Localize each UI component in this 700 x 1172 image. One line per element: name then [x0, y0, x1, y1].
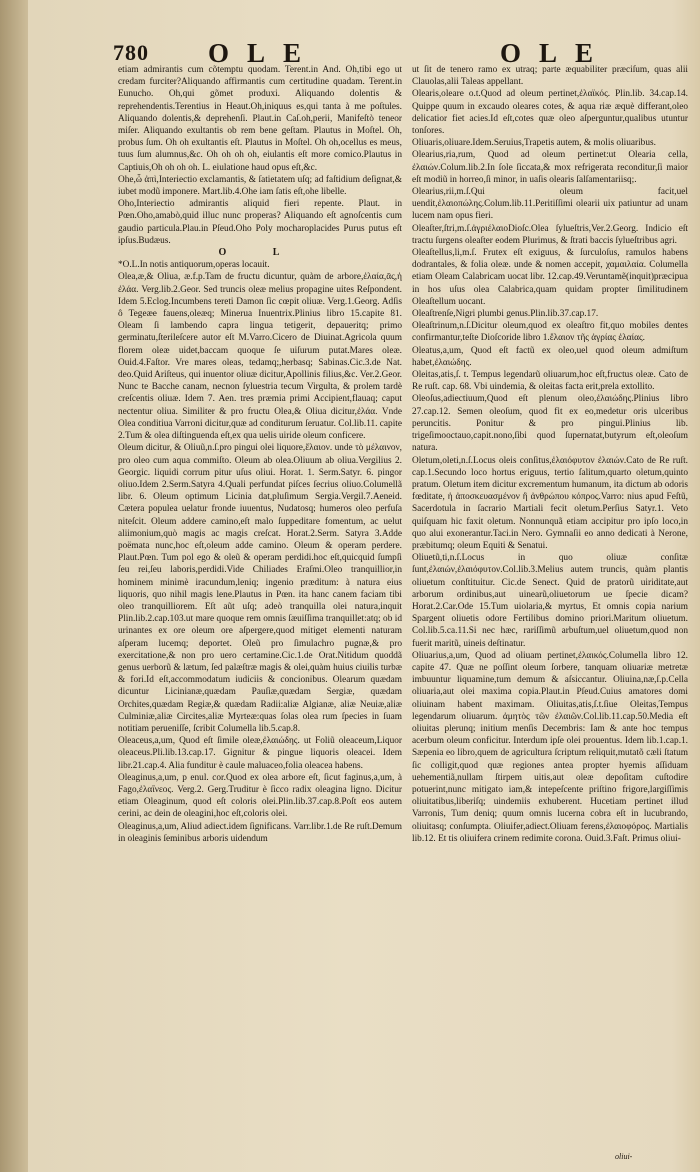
paragraph: Oleum dicitur, & Oliuũ,n.ſ.pro pingui olei liquore,ἔλαιον. unde τὸ μέλαινον, pro oleo cum aqua commiſto. Oleum ab olea.Oliuum ab oliua.Vergilius 2. Georgic. liquidi corrum pitur uſus oliui. Horat. 1. Serm.Satyr. 6. pingor oliuo.Idem 2.Serm.Satyra 4.Quali perfundat piſces ſecrius oliuo.Columellã libr. 6. Oleum optimum Licinia dat,pluſimum Sergia.Vergil.7.Aeneid. Cætera populea uelatur fronde iuuentus, Nudatosq; humeros oleo perfuſa niteſcit. Oleum addere camino,eſt malo ſuppeditare fomentum, ac uelut aliimonium,quò magis ac magis creſcat. Horat.2.Serm. Satyra 3.Adde poëmata nunc,hoc eſt,oleum adde camino. Oleum & operam perdere. Plaut.Pœn. Tum pol ego & oleũ & operam perdidi.hoc eſt,quicquid ſumpſi ſeu rei,ſeu laboris,perdidi.Vide Chiliades Eraſmi.Oleo tranquillior,in hominem minimè iracundum,leniq; ingenio præditum: à natura eius liquoris, quo nihil magis lene.Plautus in Pœn. ita hanc canem faciam tibi oleo tranquilliorem. Eſt aũt uſq; adeò tranquilla olei natura,inquit Plin.lib.2.cap.103.ut mare quoque rem omnis ſæuiſſima tranquillet:atq; ob id urinantes ex ore oleum ore aſpergere,quod mitiget elementi naturam aſperam lucemq; deportet. Oleũ pro ſimulachro pugnæ,& pro exercitatione,& non pro uero certamine.Cic.1.de Orat.Nitidum quoddã genus uerborũ & lætum, ſed palæſtræ magis & olei,quàm huius ciuilis turbæ & fori.Id eſt,accommodatum iudiciis & concionibus. Olearum quædam dicuntur Licinianæ,quædam Pauſiæ,quædam Sergiæ, quædam Orchites,quædam Regiæ,& quædam Radii:aliæ Algianæ, aliæ Neuiæ,aliæ Culminiæ,aliæ Circites,aliæ Myrteæ:quas ſolas olea rum ſpecies in ſuam notitiam perueniſſe, ſcribit Columella lib.5.cap.8. — [118, 443, 402, 734]
paragraph: Oletum,oleti,n.ſ.Locus oleis conſitus,ἐλαιόφυτον ἐλαιών.Cato de Re ruſt. cap.1.Secundo loco hortus eriguus, tertio ſalitum,quarto oletum,quinto pratum. Oletum item dicitur excrementum humanum, ita dictum ab odoris fœditate, ἡ ἀποσκευασμένον ἢ ἀνθρώπου κόπρος.Varro: nius apud Feſtũ, Sacerdotula in ſacrario Martiali fecit oletum.Perſius Satyr.1. Veto quiſquam hic faxit oletum. Nonnunquã etiam accipitur pro ipſo loco,in quo alui exonerantur.Taci.in Nero. Gymnaſii eo anno dedicati à Nerone, præbitumq; oleum Equiti & Senatui. — [412, 455, 688, 551]
running-head-right: OLE — [500, 38, 612, 68]
right-column — [412, 64, 688, 845]
page-gutter — [0, 0, 28, 1172]
paragraph: Olea,æ,& Oliua, æ.f.p.Tam de fructu dicuntur, quàm de arbore,ἐλαία,ᾱς,ἡ ἐλάα. Verg.lib.2.Geor. Sed truncis oleæ melius propagine uites Reſpondent. Idem 5.Eclog.Incumbens tereti Damon ſic cœpit oliuæ. Verg.1.Georg. Adſis ô Tegeæe fauens,oleæq; Minerua Inuentrix.Plinius libro 15.capite 81. Oleam ſi lambendo capra lingua tetigerit, depaueritq; primo germinatu,ſterileſcere autor eſt M.Varro.Cicero de Diuinat.Agricola quum florem oleæ uidet,baccam quoque ſe uiſurum putat.Mares oleæ. Ouid.4.Faſtor. Vre mares oleas, tedamq;,herbasq; Sabinas.Cic.3.de Nat. deo.Quid Ariſteus, qui inuentor oliuæ dicitur,Apollinis filius,&c. Ver.2.Geor. Nunc te Bacche canam, necnon ſyluestria tecum Virgulta, & prolem tardè creſcentis oliuæ. Idem 7. Aen. tres præmia primi Accipient,flauaq; caput nectentur oliua. Similiter & pro fructu Olea,& Oliua dicitur,ἐλάα. Vnde Olea conditiua Varroni dicitur,quæ ad conditurum ſeruatur. Col.lib.11. capite 2.Tum & olea diſtinguenda eſt,ex qua uelis uiride oleum conficere. — [118, 272, 402, 442]
paragraph: Oleaſtrenſe,Nigri plumbi genus.Plin.lib.37.cap.17. — [412, 309, 599, 320]
paragraph: Oleatus,a,um, Quod eſt factũ ex oleo,uel quod oleum admiſtum habet,ἐλαιώδης. — [412, 345, 688, 368]
paragraph: Olearius,rii,m.ſ.Qui oleum facit,uel uendit,ἐλαιοπώλης.Colum.lib.11.Peritiſſimi olearii uix patiuntur ad unam lucem nam opus fieri. — [412, 187, 688, 222]
paragraph: ut ſit de tenero ramo ex utraq; parte æquabiliter præciſum, quas alii Clauolas,alii Taleas appellant. — [412, 65, 688, 88]
paragraph: Oliuetũ,ti,n.ſ.Locus in quo oliuæ conſitæ ſunt,ἐλαιών,ἐλαιόφυτον.Col.lib.3.Melius autem truncis, quàm plantis oliuetum conſtituitur. Cic.de Senect. Quid de pratorũ uiriditate,aut arborum ordinibus,aut uinearũ,oliuetorum ue ſpecie dicam? Horat.2.Car.Ode 15.Tum uiolaria,& myrtus, Et omnis copia narium Spargent oliuetis odore Fertilibus domino priori.Maritum oliuetum. Col.lib.5.ca.11.Si nec hæc, rariſſimũ arbuſtum,uel oliuetum,quod non fuerit maritũ, uineis deſtinatur. — [412, 553, 688, 649]
paragraph: Oleaginus,a,um, Aliud adiect.idem ſignificans. Varr.libr.1.de Re ruſt.Demum in oleaginis ſeminibus arboris uidendum — [118, 821, 402, 844]
paragraph: Oleitas,atis,ſ. t. Tempus legendarũ oliuarum,hoc eſt,fructus oleæ. Cato de Re ruſt. cap. 68. Vbi uindemia, & oleitas facta erit,prela extollito. — [412, 370, 688, 393]
paragraph: Oliuaris,oliuare.Idem.Seruius,Trapetis autem, & molis oliuaribus. — [412, 138, 656, 149]
running-head-left: OLE — [208, 38, 320, 68]
paragraph: Oho,Interiectio admirantis aliquid fieri repente. Plaut. in Pœn.Oho,amabò,quid illuc nunc properas? Aliquando eſt agnoſcentis cum gaudio particula.Plau.in Pſeud.Oho Poly mocharoplacides Purus putus eſt ipſus.Budæus. — [118, 199, 402, 246]
paragraph: etiam admirantis cum cõtemptu quodam. Terent.in And. Oh,tibi ego ut credam furciter?Aliquando affirmantis cum certitudine quadam. Terent.in Eunucho. Oh,qui gõmet produxi. Aliquando dolentis & reprehendentis.Terentius in Heaut.Oh,iniquus es,qui tanta à me poſtules. Aliquando dolentis,& deprehenſi. Plaut.in Caſ.oh,perii, Manifeſtò teneor miſer. Aliquando exultantis ob rem bene geſtam. Plautus in Moſtel. Oh, probus ſum. Oh oh exultantis eſt. Plautus in Moſtel. Oh oh,ocellus es meus, tuus ſum alumnus,&c. Oh oh oh oh, eiulantis eſt more comico.Plautus in Captiuis,Oh oh oh oh. L. eiulatione haud opus eſt,&c. — [118, 65, 402, 173]
paragraph: Oliuarius,a,um, Quod ad oliuam pertinet,ἐλαικός.Columella libro 12. capite 47. Quæ ne poſſint oleum ſorbere, tanquam oliuariæ metretæ imbuuntur liquamine,tum demum & aſsiccantur. Oliuina,næ,ſ.p.Cella oliuaria,aut olei maxima copia.Plaut.in Pſeud.Cuius amatores domi oliuinam habent maximam. Oliuitas,atis,ſ.t.ſiue Oleitas,Tempus legendarum oliuarum. ἀμητὸς τῶν ἐλαιῶν.Col.lib.11.cap.50.Media eſt oliuitas plerunq; initium menſis Decembris: Iam & ante hoc tempus acerbum oleum conficitur. Interdum ipſe olei prouentus. Idem lib.1.cap.1. Sæpenia eo libro,quem de agricultura ſcriptum reliquit,mutatõ cæli ſtatum ſic colligit,quod quæ regiones antea propter hyemis aſſiduam uehementiã,nullam ſtirpem uitis,aut oleæ depoſitam cuſtodire potuerint,nunc mitigato iam,& intepeſcente priſtino frigore,largiſſimis oliuitatibus,liberiſq; uindemiis exhuberent. Hucetiam pertinet illud Varronis, Tum deniq; quum omnis lucerna cobra eſt in lucubrando, oliuitasq; conſumpta. Oliuifer,adiect.Oliuam ferens,ἐλαιοφόρος. Martialis lib.12. Et tis oliuifera crinem redimite corona. Ouid.3.Faſt. Primus oliui- — [412, 650, 688, 844]
left-column — [118, 64, 402, 845]
catchword: oliui- — [615, 1152, 633, 1161]
paragraph: Oleaceus,a,um, Quod eſt ſimile oleæ,ἐλαιώδης. ut Foliũ oleaceum,Liquor oleaceus.Pli.lib.13.cap.17. Gignitur & pingue liquoris oleacei. Idem libr.21.cap.4. Alia funditur è caule maluaceo,folia oleacea habens. — [118, 736, 402, 771]
paragraph: Ohe,ὦ ἀπὶ,Interiectio exclamantis, & ſatietatem uſq; ad faſtidium deſignat,& iubet modũ imponere. Mart.lib.4.Ohe iam ſatis eſt,ohe libelle. — [118, 174, 402, 198]
paragraph: Oleoſus,adiectiuum,Quod eſt plenum oleo,ἐλαιώδης.Plinius libro 27.cap.12. Semen oleoſum, quod fit ex eo,medetur oris ulceribus peruncitis. Ponitur & pro pingui.Plinius lib. trigeſimooctauo,capit.nono,ſibi quod ſupernatat,butyrum eſt,oleoſum natura. — [412, 394, 688, 454]
paragraph: Olearius,ria,rum, Quod ad oleum pertinet:ut Olearia cella, ἐλαιών.Colum.lib.2.In ſole ſiccata,& mox refrigerata reconditur,ſi maior eſt modiũ in horreo,ſi minor, in uaſis olearis ſalſamentariisq;. — [412, 150, 688, 185]
paragraph: Oleaſtellus,li,m.ſ. Frutex eſt exiguus, & ſurculoſus, ramulos habens dodrantales, & folia oleæ. unde & nomen accepit, χαμαιλαία. Columella etiam Oleam Calabricam uocat libr. 12.cap.49.Veruntamẽ(inquit)præcipua in hos uſus olea Calabrica,quam quidam propter ſimilitudinem Oleaſtellum uocant. — [412, 248, 688, 307]
paragraph: Oleaſtrinum,n.ſ.Dicitur oleum,quod ex oleaſtro fit,quo mobiles dentes confirmantur,teſte Dioſcoride libro 1.ἔλαιον τῆς ἀγρίας ἐλαίας. — [412, 321, 688, 344]
page-number: 780 — [113, 40, 149, 65]
section-letter-heading: O L — [218, 247, 302, 259]
paragraph: *O.L.In notis antiquorum,operas locauit. — [118, 260, 270, 271]
paragraph: Oleaſter,ſtri,m.ſ.ἀγριέλαιοDioſc.Olea ſylueſtris,Ver.2.Georg. Indicio eſt tractu ſurgens oleaſter eodem Plurimus, & ſtrati baccis ſylueſtribus agri. — [412, 223, 688, 246]
paragraph: Oleaginus,a,um, p enul. cor.Quod ex olea arbore eſt, ſicut faginus,a,um, à Fago,ἐλαΐνεος. Verg.2. Gerg.Truditur è ſicco radix oleagina ligno. Dicitur etiam Oleaginum, quod eſt coloris olei.Plin.lib.37.cap.8.Poſt eos autem cerini, ac dein de oleagini,hoc eſt,coloris olei. — [118, 772, 402, 820]
paragraph: Olearis,oleare o.t.Quod ad oleum pertinet,ἐλαϊκός. Plin.lib. 34.cap.14. Quippe quum in excaudo oleares cotes, & aqua riæ æquè differant,oleo delicatior fiet acies.Id eſt,cotes quæ oleo aſperguntur,qualibus utuntur tonſores. — [412, 89, 688, 137]
